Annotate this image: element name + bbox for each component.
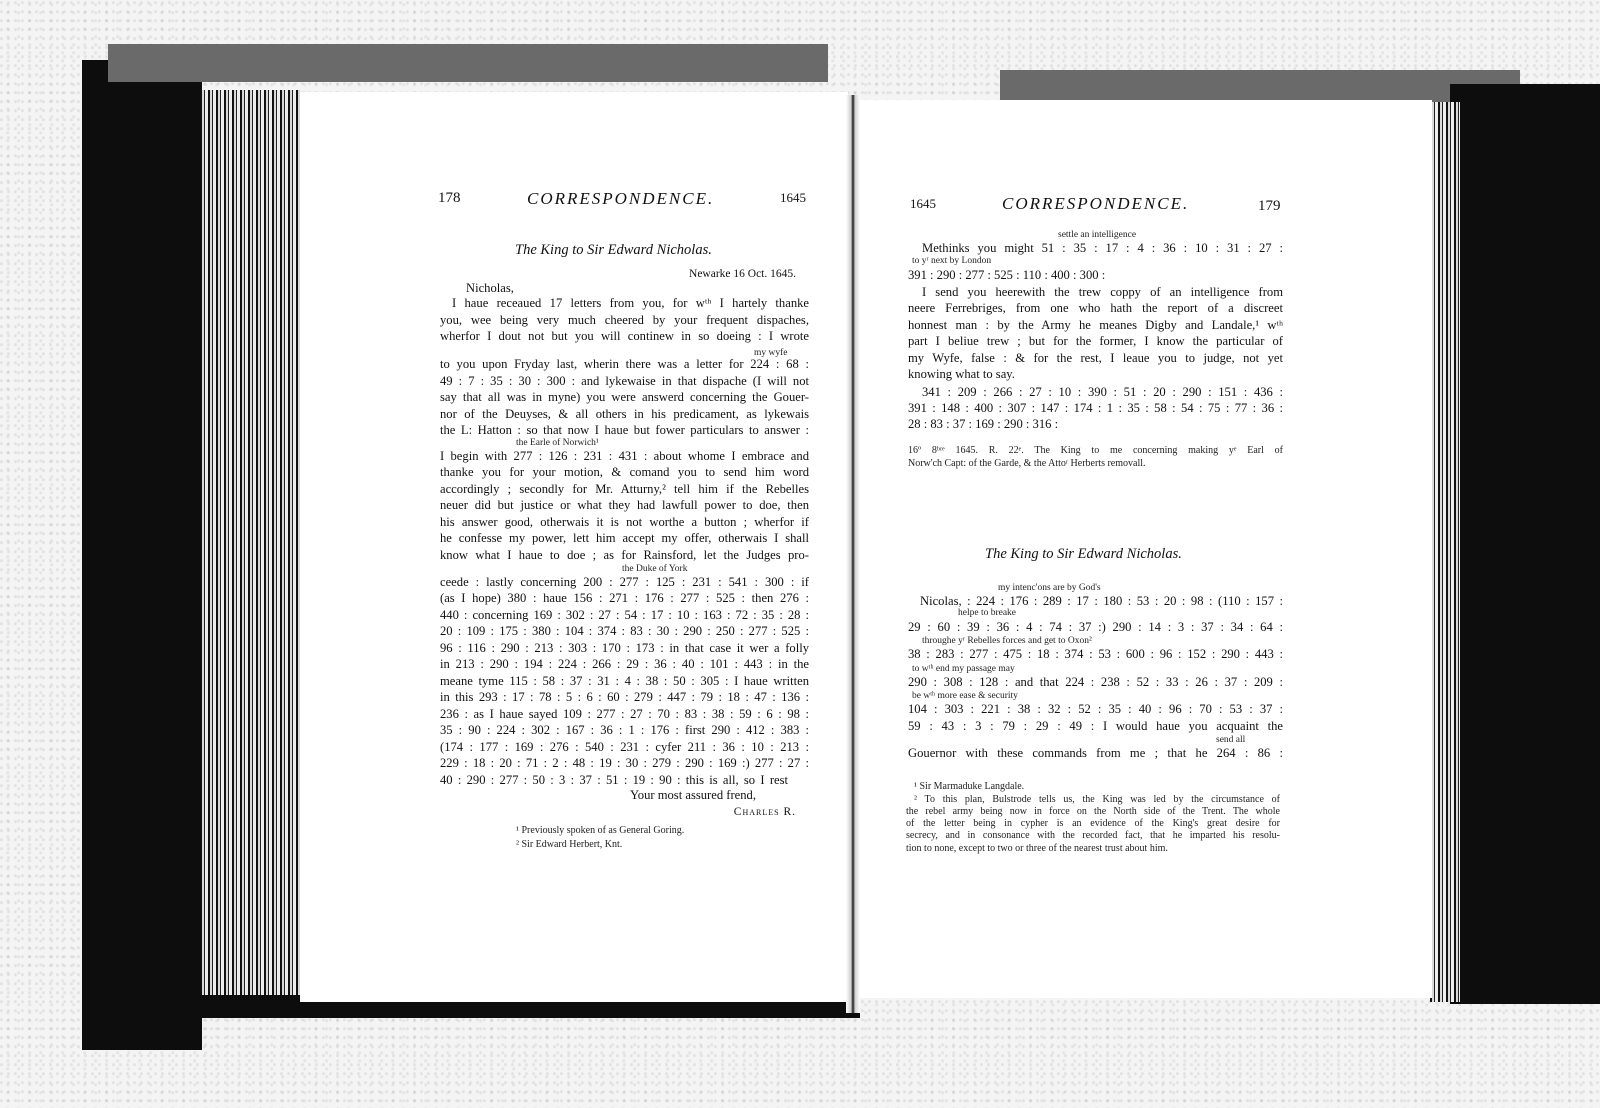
text-line: 35 : 90 : 224 : 302 : 167 : 36 : 1 : 176 : first 290 : 412 : 383 : (440, 723, 809, 737)
book-gutter (846, 95, 860, 1013)
right-folio: 179 (1258, 198, 1281, 214)
right-gloss-row-2: helpe to breake (958, 608, 1017, 618)
text-line: his answer good, otherwais it is not worthe a button ; wherfor if (440, 515, 809, 529)
text-line: I begin with 277 : 126 : 231 : 431 : about whome I embrace and (440, 449, 809, 463)
text-line: 229 : 18 : 20 : 71 : 2 : 48 : 19 : 30 : 279 : 290 : 169 :) 277 : 27 : (440, 756, 809, 770)
text-line: I haue receaued 17 letters from you, for wᵗʰ I hartely thanke (452, 296, 809, 310)
left-running-head: CORRESPONDENCE. (527, 189, 715, 208)
text-line: Methinks you might 51 : 35 : 17 : 4 : 36 : 10 : 31 : 27 : (922, 241, 1283, 255)
left-page (300, 92, 848, 1002)
book-cover-right (1450, 84, 1600, 1004)
text-line: 391 : 148 : 400 : 307 : 147 : 174 : 1 : 35 : 58 : 54 : 75 : 77 : 36 : (908, 401, 1283, 415)
text-line: 341 : 209 : 266 : 27 : 10 : 390 : 51 : 20 : 290 : 151 : 436 : (922, 385, 1283, 399)
right-gloss-row-1: my intenc'ons are by God's (998, 583, 1101, 593)
text-line: my Wyfe, false : & for the rest, I leaue you to judge, not yet (908, 351, 1283, 365)
left-letter-title: The King to Sir Edward Nicholas. (515, 242, 712, 258)
text-line: nor of the Deuyses, & all others in his predicament, as lykewais (440, 407, 809, 421)
text-line: 20 : 109 : 175 : 380 : 104 : 374 : 83 : 30 : 290 : 250 : 277 : 525 : (440, 624, 809, 638)
left-signature: Charles R. (733, 806, 796, 818)
text-line: neuer did but justice or what they had lawfull power to doe, then (440, 498, 809, 512)
text-line: neere Ferrebriges, from one who hath the report of a discreet (908, 301, 1283, 315)
left-salutation: Nicholas, (466, 281, 514, 295)
text-line: 29 : 60 : 39 : 36 : 4 : 74 : 37 :) 290 : 14 : 3 : 37 : 34 : 64 : (908, 620, 1283, 634)
right-footnote-5: secrecy, and in consonance with the recorded fact, that he imparted his resolu- (906, 830, 1280, 841)
left-year: 1645 (780, 190, 806, 205)
left-footnote-2: ² Sir Edward Herbert, Knt. (516, 839, 623, 850)
right-gloss-row-5: be wᵗʰ more ease & security (912, 691, 1018, 701)
text-line: knowing what to say. (908, 367, 1015, 381)
text-line: 290 : 308 : 128 : and that 224 : 238 : 52 : 33 : 26 : 37 : 209 : (908, 675, 1283, 689)
text-line: (as I hope) 380 : haue 156 : 271 : 176 : 277 : 525 : then 276 : (440, 591, 809, 605)
left-gloss-earle: the Earle of Norwich¹ (516, 438, 599, 448)
page-edges-right (1430, 102, 1460, 1002)
text-line: Nicolas, : 224 : 176 : 289 : 17 : 180 : 53 : 20 : 98 : (110 : 157 : (920, 594, 1283, 608)
right-footnote-1: ¹ Sir Marmaduke Langdale. (914, 781, 1025, 792)
book-cover-top (108, 44, 828, 82)
left-gloss-duke: the Duke of York (622, 564, 688, 574)
text-line: thanke you for your motion, & comand you to send him word (440, 465, 809, 479)
right-footnote-4: of the letter being in cypher is an evidence of the King's great desire for (906, 818, 1280, 829)
text-line: say that all was in myne) you were answerd concerning the Gouer- (440, 390, 809, 404)
text-line: 28 : 83 : 37 : 169 : 290 : 316 : (908, 417, 1059, 431)
text-line: wherfor I dout not but you will continew in so doeing : I wrote (440, 329, 809, 343)
right-endorsement-2: Norw'ch Capt: of the Garde, & the Attoʳ Herberts removall. (908, 458, 1146, 469)
text-line: 38 : 283 : 277 : 475 : 18 : 374 : 53 : 600 : 96 : 152 : 290 : 443 : (908, 647, 1283, 661)
right-year: 1645 (910, 196, 936, 211)
text-line: I send you heerewith the trew coppy of an intelligence from (922, 285, 1283, 299)
right-footnote-6: tion to none, except to two or three of the nearest trust about him. (906, 843, 1168, 854)
book-cover-top-right (1000, 70, 1520, 104)
left-dateline: Newarke 16 Oct. 1645. (689, 268, 796, 280)
right-running-head: CORRESPONDENCE. (1002, 194, 1190, 213)
book-cover-left (82, 60, 202, 1050)
text-line: Gouernor with these commands from me ; that he 264 : 86 : (908, 746, 1283, 760)
text-line: 49 : 7 : 35 : 30 : 300 : and lykewaise in that dispache (I will not (440, 374, 809, 388)
text-line: 440 : concerning 169 : 302 : 27 : 54 : 17 : 10 : 163 : 72 : 35 : 28 : (440, 608, 809, 622)
text-line: 59 : 43 : 3 : 79 : 29 : 49 : I would haue you acquaint the (908, 719, 1283, 733)
text-line: 236 : as I haue sayed 109 : 277 : 27 : 70 : 83 : 38 : 59 : 6 : 98 : (440, 707, 809, 721)
text-line: 96 : 116 : 290 : 213 : 303 : 170 : 173 : in that case it wer a folly (440, 641, 809, 655)
right-gloss-row-3: throughe yʳ Rebelles forces and get to Oxon² (922, 636, 1092, 646)
text-line: you, wee being very much cheered by your frequent dispaches, (440, 313, 809, 327)
text-line: meane tyme 115 : 58 : 37 : 31 : 4 : 38 : 50 : 305 : I haue written (440, 674, 809, 688)
right-letter-title: The King to Sir Edward Nicholas. (985, 546, 1182, 562)
left-closing: Your most assured frend, (629, 788, 756, 802)
right-gloss-row-6: send all (1216, 735, 1246, 745)
text-line: accordingly ; secondly for Mr. Atturny,² tell him if the Rebelles (440, 482, 809, 496)
text-line: honnest man : by the Army he meanes Digby and Landale,¹ wᵗʰ (908, 318, 1283, 332)
left-footnote-1: ¹ Previously spoken of as General Goring. (516, 825, 685, 836)
text-line: in this 293 : 17 : 78 : 5 : 6 : 60 : 279 : 447 : 79 : 18 : 47 : 136 : (440, 690, 809, 704)
text-line: 40 : 290 : 277 : 50 : 3 : 37 : 51 : 19 : 90 : this is all, so I rest (440, 773, 788, 787)
right-footnote-2: ² To this plan, Bulstrode tells us, the King was led by the circumstance of (914, 794, 1280, 805)
text-line: (174 : 177 : 169 : 276 : 540 : 231 : cyfer 211 : 36 : 10 : 213 : (440, 740, 809, 754)
text-line: 104 : 303 : 221 : 38 : 32 : 52 : 35 : 40 : 96 : 70 : 53 : 37 : (908, 702, 1283, 716)
text-line: 391 : 290 : 277 : 525 : 110 : 400 : 300 : (908, 268, 1106, 282)
text-line: know what I haue to doe ; as for Rainsford, let the Judges pro- (440, 548, 809, 562)
right-endorsement-1: 16º 8ᵇʳᵉ 1645. R. 22ᵉ. The King to me concerning making yᵉ Earl of (908, 445, 1283, 456)
text-line: in 213 : 290 : 194 : 224 : 266 : 29 : 36 : 40 : 101 : 443 : in the (440, 657, 809, 671)
text-line: part I beliue trew ; but for the former, I know the particular of (908, 334, 1283, 348)
right-footnote-3: the rebel army being now in force on the North side of the Trent. The whole (906, 806, 1280, 817)
text-line: he confesse my power, lett him accept my offer, otherwais I shall (440, 531, 809, 545)
right-gloss-row-4: to wᵗʰ end my passage may (912, 664, 1015, 674)
left-gloss-wife: my wyfe (754, 348, 788, 358)
left-folio: 178 (438, 190, 461, 206)
right-gloss-settle: settle an intelligence (1058, 230, 1137, 240)
text-line: to you upon Fryday last, wherin there was a letter for 224 : 68 : (440, 357, 809, 371)
text-line: the L: Hatton : so that now I haue but fower particulars to answer : (440, 423, 809, 437)
right-gloss-london: to yʳ next by London (912, 256, 992, 266)
text-line: ceede : lastly concerning 200 : 277 : 125 : 231 : 541 : 300 : if (440, 575, 809, 589)
page-edges-left (200, 90, 300, 995)
